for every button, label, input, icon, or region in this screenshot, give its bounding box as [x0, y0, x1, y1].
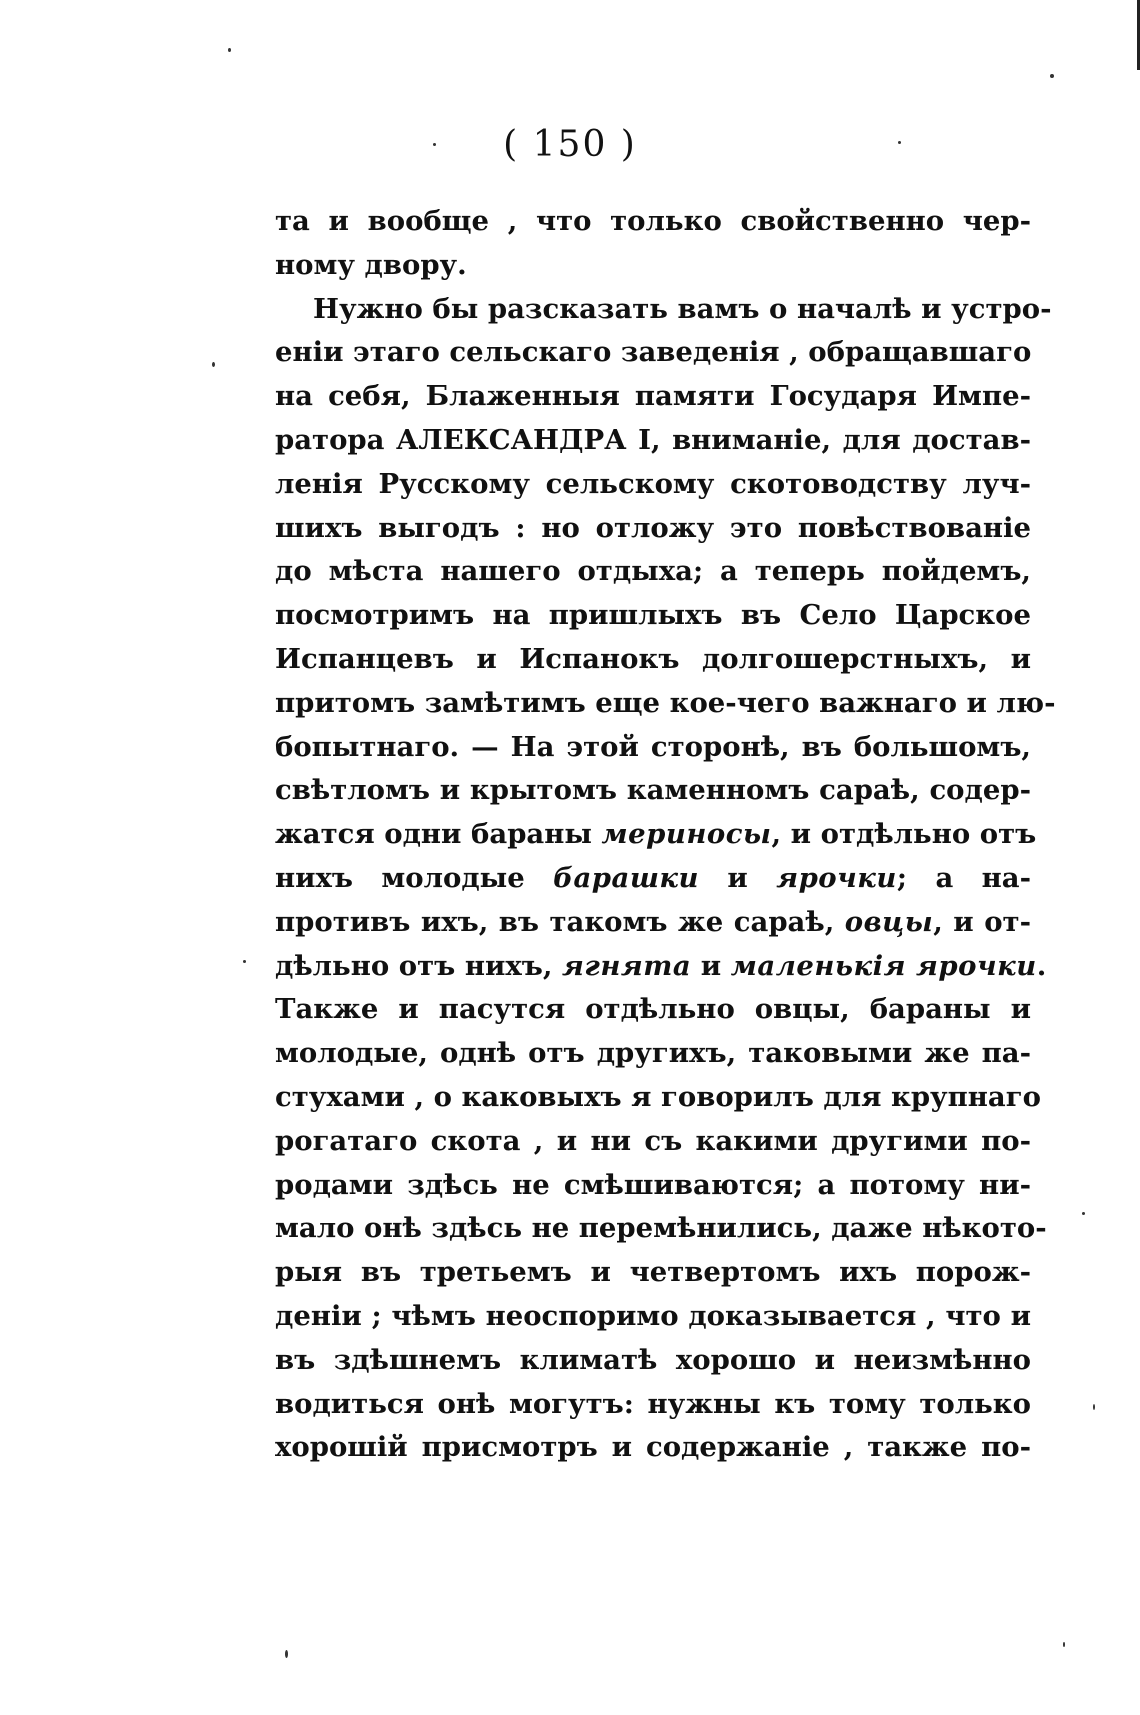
text-run: противъ ихъ, въ такомъ же сараѣ, — [275, 905, 845, 938]
text-line — [275, 857, 1031, 901]
italic-term: ярочки — [776, 861, 897, 894]
print-speck — [243, 960, 246, 963]
text-line: рогатаго скота , и ни съ какими другими по- — [275, 1124, 1031, 1157]
text-line: до мѣста нашего отдыха; а теперь пойдемъ, — [275, 555, 1031, 588]
italic-term: ягнята — [561, 949, 692, 982]
print-speck — [1082, 1212, 1085, 1215]
body-text — [275, 200, 1056, 1470]
paragraph-start-line: Нужно бы разсказать вамъ о началѣ и устро- — [313, 292, 1052, 325]
text-line: бопытнаго. — На этой сторонѣ, въ большомъ, — [275, 730, 1031, 763]
print-speck — [1093, 1404, 1095, 1410]
text-run: , и отдѣльно отъ — [771, 818, 1037, 851]
print-speck — [1050, 74, 1054, 78]
italic-term: мериносы — [601, 818, 772, 851]
text-run: нихъ молодые — [275, 861, 554, 894]
page-number: ( 150 ) — [503, 124, 637, 165]
text-line: свѣтломъ и крытомъ каменномъ сараѣ, содер- — [275, 774, 1031, 807]
text-run: , и от- — [933, 905, 1031, 938]
text-line: ленія Русскому сельскому скотоводству луч- — [275, 467, 1031, 500]
text-run: ; а на- — [896, 861, 1031, 894]
text-line: Также и пасутся отдѣльно овцы, бараны и — [275, 993, 1031, 1026]
italic-term: маленькія ярочки — [730, 949, 1037, 982]
italic-term: барашки — [553, 861, 700, 894]
print-speck — [1063, 1642, 1065, 1647]
text-line: хорошій присмотръ и содержаніе , также по- — [275, 1431, 1031, 1464]
text-line: еніи этаго сельскаго заведенія , обращавшаго — [275, 336, 1032, 369]
text-line: молодые, однѣ отъ другихъ, таковыми же па- — [275, 1037, 1031, 1070]
text-line: рыя въ третьемъ и четвертомъ ихъ порож- — [275, 1256, 1031, 1289]
italic-term: овцы — [844, 905, 934, 938]
text-line: на себя, Блаженныя памяти Государя Импе- — [275, 380, 1031, 413]
text-run: жатся одни бараны — [275, 818, 602, 851]
text-line: ному двору. — [275, 248, 467, 281]
text-line: водиться онѣ могутъ: нужны къ тому только — [275, 1387, 1031, 1420]
text-line: ратора АЛЕКСАНДРА I, вниманіе, для достав- — [275, 423, 1031, 456]
print-speck — [433, 143, 436, 146]
print-speck — [228, 48, 231, 52]
text-line: посмотримъ на пришлыхъ въ Село Царское — [275, 599, 1031, 632]
text-line — [275, 945, 1047, 989]
text-line — [275, 901, 1031, 945]
print-speck — [285, 1650, 288, 1658]
print-speck — [212, 362, 215, 367]
text-run: дѣльно отъ нихъ, — [275, 949, 562, 982]
text-line: та и вообще , что только свойственно чер- — [275, 205, 1031, 237]
text-run: и — [699, 861, 777, 894]
text-line: Испанцевъ и Испанокъ долгошерстныхъ, и — [275, 642, 1031, 675]
text-line: притомъ замѣтимъ еще кое-чего важнаго и лю- — [275, 686, 1056, 719]
print-speck — [898, 141, 901, 144]
text-line: родами здѣсь не смѣшиваются; а потому ни- — [275, 1168, 1031, 1201]
text-line: стухами , о каковыхъ я говорилъ для крупнаго — [275, 1080, 1041, 1113]
text-line: въ здѣшнемъ климатѣ хорошо и неизмѣнно — [275, 1343, 1031, 1376]
text-line — [275, 813, 1037, 857]
text-run: и — [691, 949, 731, 982]
text-line: деніи ; чѣмъ неоспоримо доказывается , что и — [275, 1299, 1031, 1332]
text-line: шихъ выгодъ : но отложу это повѣствованіе — [275, 511, 1031, 544]
text-line: мало онѣ здѣсь не перемѣнились, даже нѣкото- — [275, 1212, 1047, 1245]
text-run: . — [1036, 949, 1047, 982]
